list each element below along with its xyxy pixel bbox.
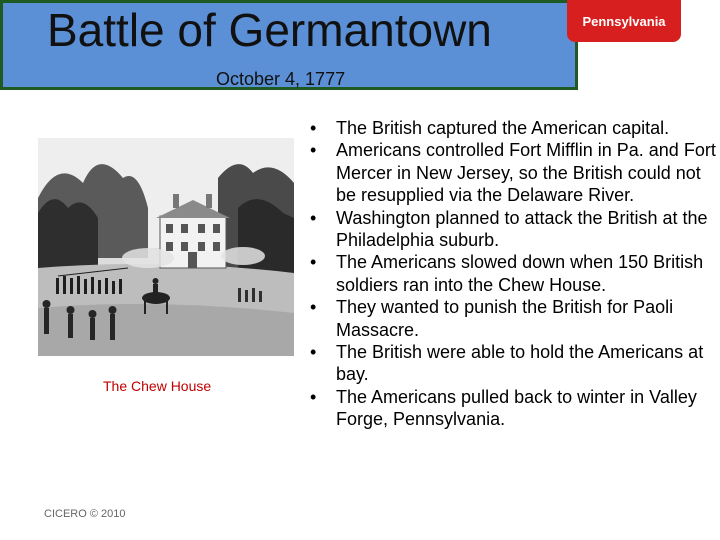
slide-title: Battle of Germantown [47,4,492,56]
bullet-item: • Washington planned to attack the British at the Philadelphia suburb. [306,207,718,252]
bullet-item: • Americans controlled Fort Mifflin in Pa. and Fort Mercer in New Jersey, so the British could not be resupplied via the Delaware River. [306,139,718,206]
bullet-item: • The British were able to hold the Americans at bay. [306,341,718,386]
bullet-list [306,117,718,431]
title-banner [0,0,578,90]
bullet-item: • The British captured the American capital. [306,117,718,139]
image-caption: The Chew House [103,378,212,394]
copyright-notice: CICERO © 2010 [44,508,126,520]
chew-house-engraving [38,138,294,356]
bullet-item: • The Americans pulled back to winter in Valley Forge, Pennsylvania. [306,386,718,431]
bullet-item: • They wanted to punish the British for Paoli Massacre. [306,296,718,341]
state-badge: Pennsylvania [567,0,681,42]
battle-date: October 4, 1777 [216,69,346,89]
bullet-item: • The Americans slowed down when 150 British soldiers ran into the Chew House. [306,251,718,296]
